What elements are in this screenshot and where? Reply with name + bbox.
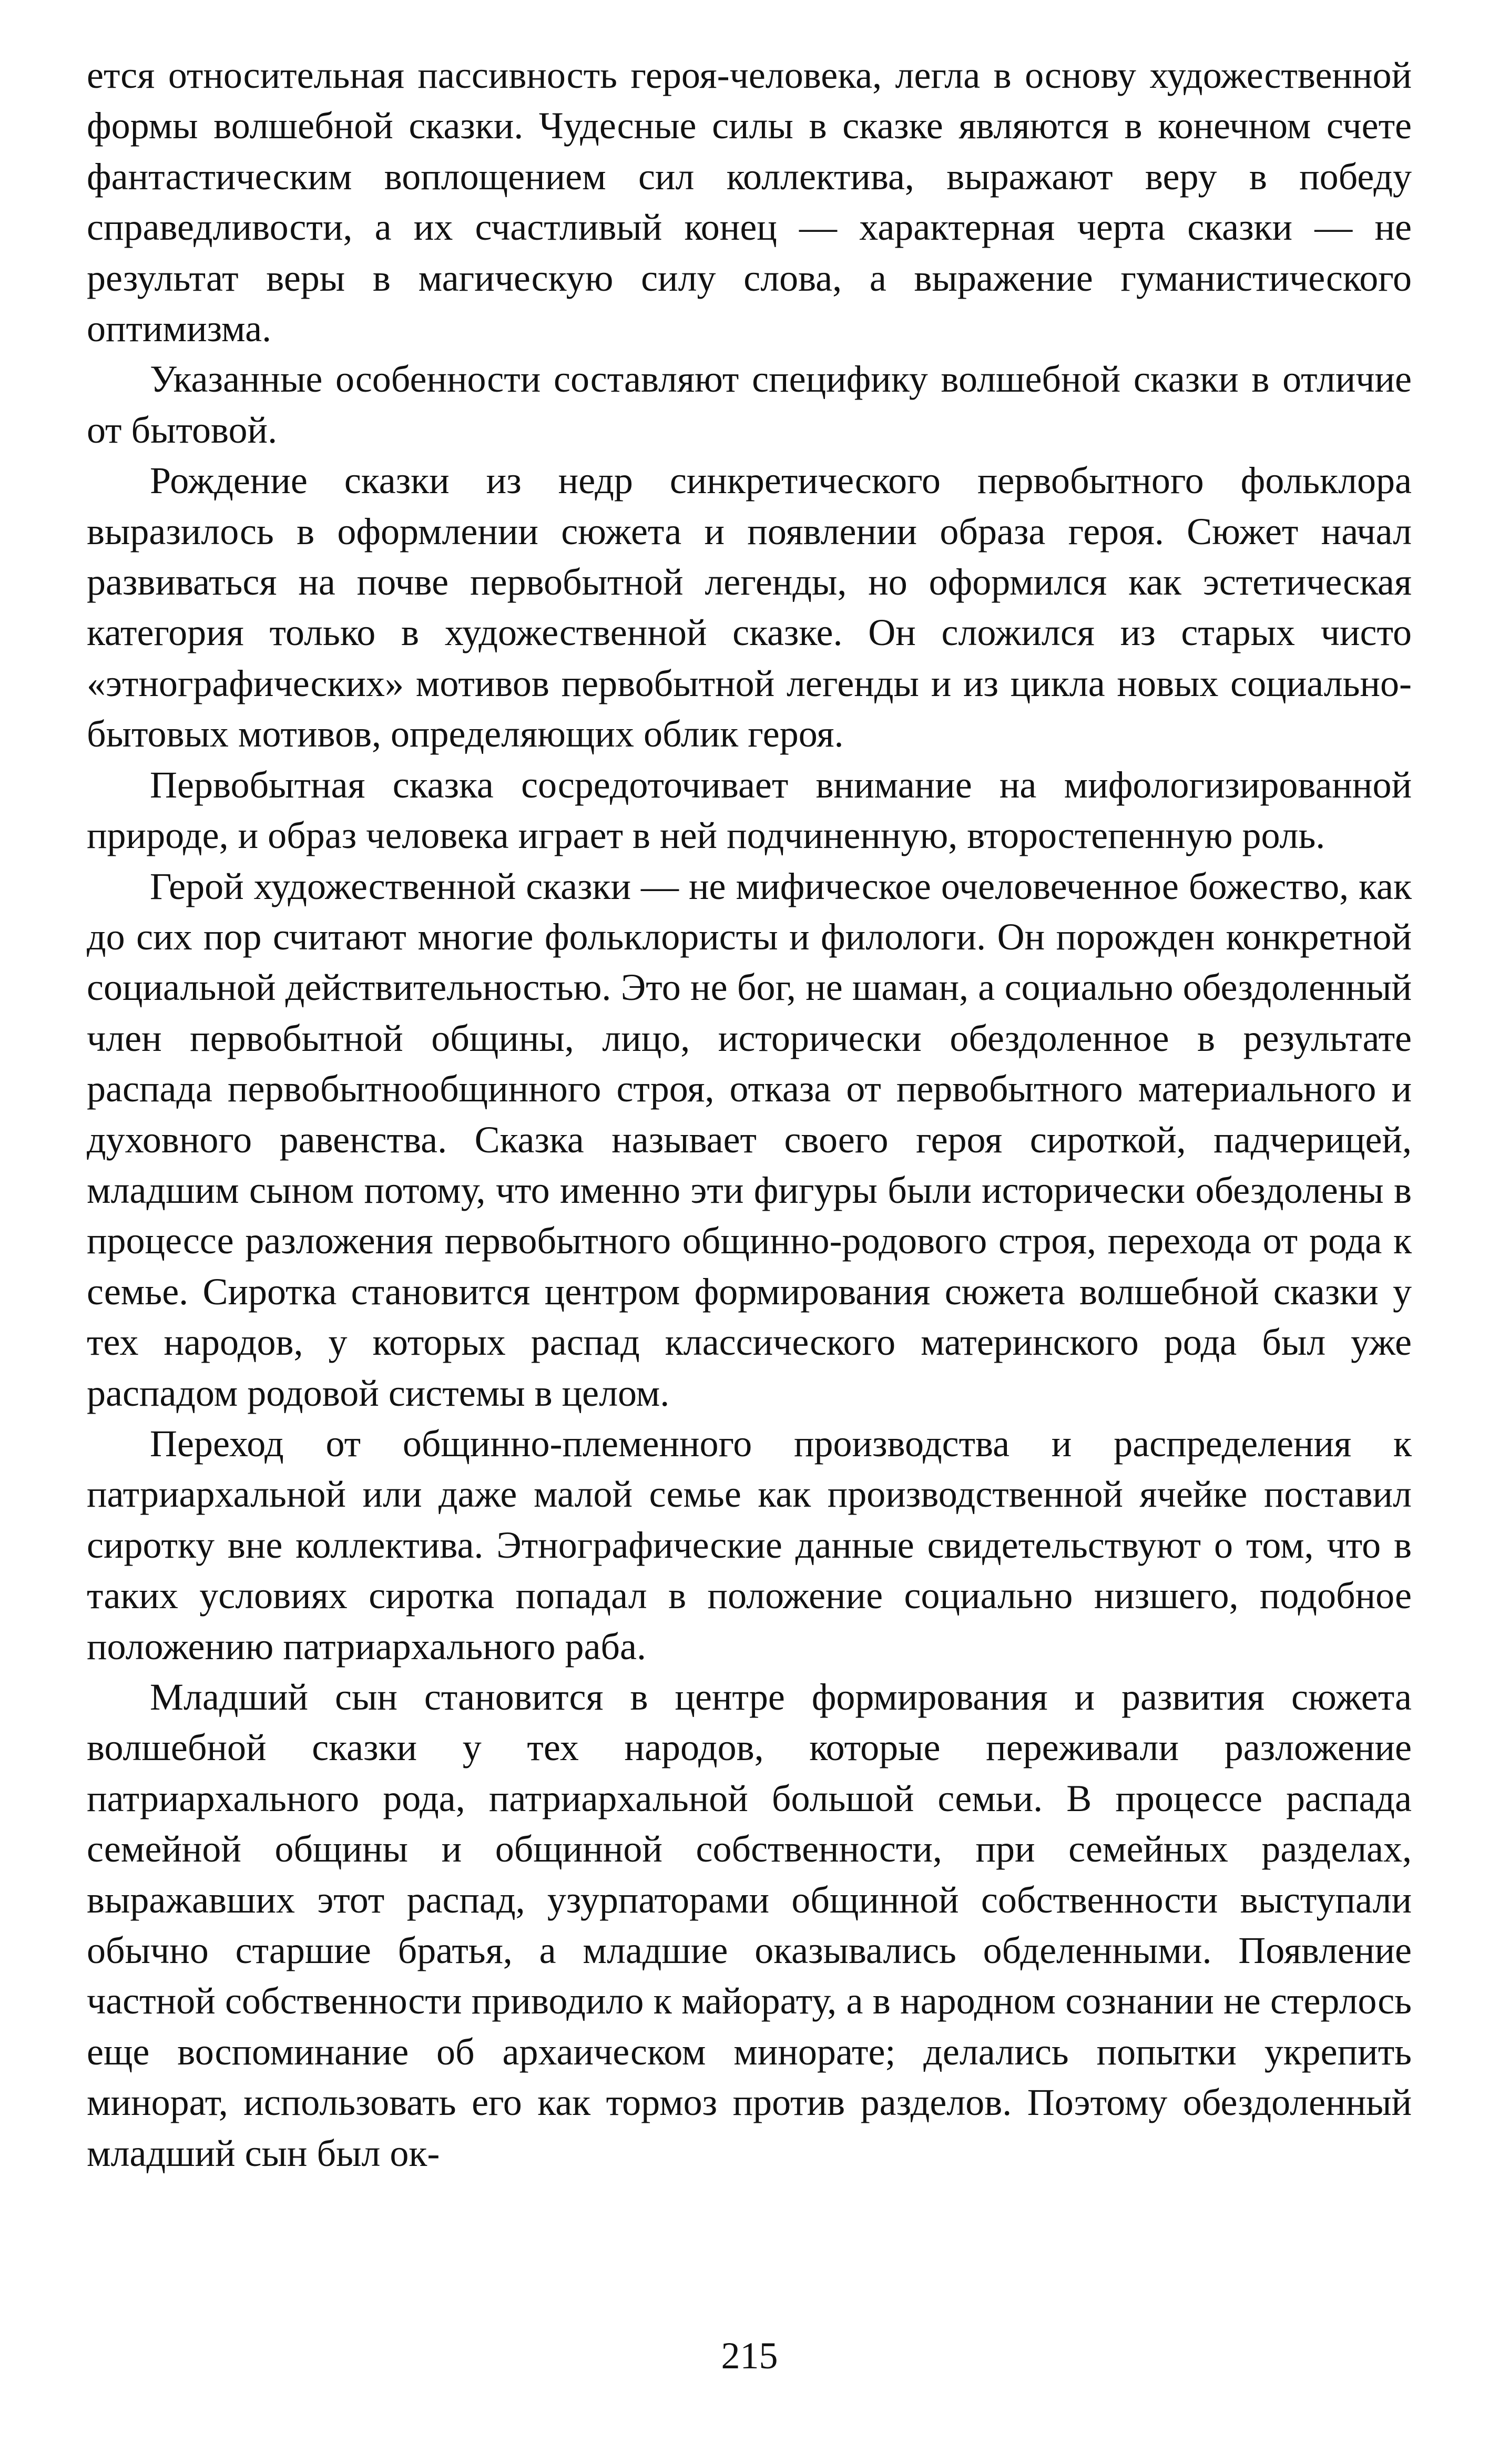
- paragraph: Герой художественной сказки — не мифическое очеловеченное божество, как до сих пор считают многие фольклористы и филологи. Он порожден конкретной социальной действительностью. Это не бог, не шаман, а социально обездоленный член первобытной общины, лицо, исторически обездоленное в результате распада первобытнообщинного строя, отказа от первобытного материального и духовного равенства. Сказка называет своего героя сироткой, падчерицей, младшим сыном потому, что именно эти фигуры были исторически обездолены в процессе разложения первобытного общинно-родового строя, перехода от рода к семье. Сиротка становится центром формирования сюжета волшебной сказки у тех народов, у которых распад классического материнского рода был уже распадом родовой системы в целом.: [87, 865, 1412, 1414]
- paragraph: Младший сын становится в центре формирования и развития сюжета волшебной сказки у тех народов, которые переживали разложение патриархального рода, патриархальной большой семьи. В процессе распада семейной общины и общинной собственности, при семейных разделах, выражавших этот распад, узурпаторами общинной собственности выступали обычно старшие братья, а младшие оказывались обделенными. Появление частной собственности приводило к майорату, а в народном сознании не стерлось еще воспоминание об архаическом минорате; делались попытки укрепить минорат, использовать его как тормоз против разделов. Поэтому обездоленный младший сын был ок-: [87, 1676, 1412, 2174]
- paragraph: Указанные особенности составляют специфику волшебной сказки в отличие от бытовой.: [87, 358, 1412, 451]
- paragraph-continuation: ется относительная пассивность героя-человека, легла в основу художественной формы волшебной сказки. Чудесные силы в сказке являются в конечном счете фантастическим воплощением сил коллектива, выражают веру в победу справедливости, а их счастливый конец — характерная черта сказки — не результат веры в магическую силу слова, а выражение гуманистического оптимизма.: [87, 54, 1412, 350]
- paragraph: Переход от общинно-племенного производства и распределения к патриархальной или даже малой семье как производственной ячейке поставил сиротку вне коллектива. Этнографические данные свидетельствуют о том, что в таких условиях сиротка попадал в положение социально низшего, подобное положению патриархального раба.: [87, 1422, 1412, 1668]
- paragraph: Рождение сказки из недр синкретического первобытного фольклора выразилось в оформлении сюжета и появлении образа героя. Сюжет начал развиваться на почве первобытной легенды, но оформился как эстетическая категория только в художественной сказке. Он сложился из старых чисто «этнографических» мотивов первобытной легенды и из цикла новых социально-бытовых мотивов, определяющих облик героя.: [87, 459, 1412, 755]
- page-body: [87, 50, 1412, 2179]
- paragraph: Первобытная сказка сосредоточивает внимание на мифологизированной природе, и образ человека играет в ней подчиненную, второстепенную роль.: [87, 763, 1412, 857]
- page-number: 215: [721, 2335, 778, 2377]
